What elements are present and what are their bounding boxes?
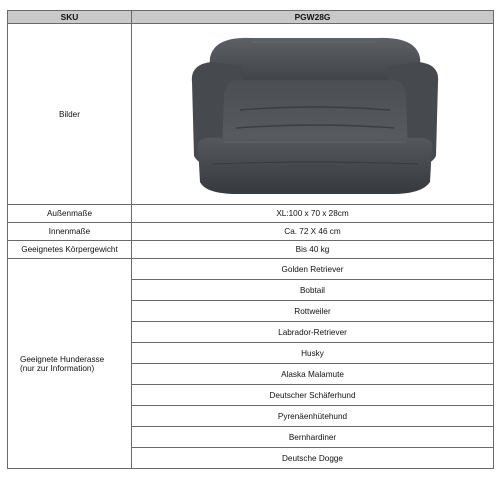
- images-label: Bilder: [8, 24, 132, 205]
- breed-item: Golden Retriever: [132, 259, 494, 280]
- spec-sheet: [7, 10, 493, 489]
- breed-item: Bernhardiner: [132, 427, 494, 448]
- body-weight-label: Geeignetes Körpergewicht: [8, 241, 132, 259]
- outer-dimensions-value: XL:100 x 70 x 28cm: [132, 205, 494, 223]
- header-sku: SKU: [8, 11, 132, 24]
- outer-dimensions-row: [8, 205, 494, 223]
- breed-item: Deutsche Dogge: [132, 448, 494, 469]
- breed-item: Bobtail: [132, 280, 494, 301]
- breed-row: [8, 259, 494, 280]
- breed-item: Deutscher Schäferhund: [132, 385, 494, 406]
- outer-dimensions-label: Außenmaße: [8, 205, 132, 223]
- breed-label-line2: (nur zur Information): [20, 363, 95, 373]
- dog-bed-image: [132, 24, 494, 204]
- header-model: PGW28G: [132, 11, 494, 24]
- breed-item: Pyrenäenhütehund: [132, 406, 494, 427]
- breed-label: [8, 259, 132, 469]
- breed-item: Labrador-Retriever: [132, 322, 494, 343]
- inner-dimensions-row: [8, 223, 494, 241]
- breed-item: Rottweiler: [132, 301, 494, 322]
- breed-item: Husky: [132, 343, 494, 364]
- images-row: [8, 24, 494, 205]
- product-image-cell: [132, 24, 494, 205]
- inner-dimensions-label: Innenmaße: [8, 223, 132, 241]
- breed-label-line1: Geeignete Hunderasse: [20, 354, 105, 364]
- breed-item: Alaska Malamute: [132, 364, 494, 385]
- body-weight-row: [8, 241, 494, 259]
- inner-dimensions-value: Ca. 72 X 46 cm: [132, 223, 494, 241]
- body-weight-value: Bis 40 kg: [132, 241, 494, 259]
- header-row: [8, 11, 494, 24]
- spec-table: [7, 10, 494, 469]
